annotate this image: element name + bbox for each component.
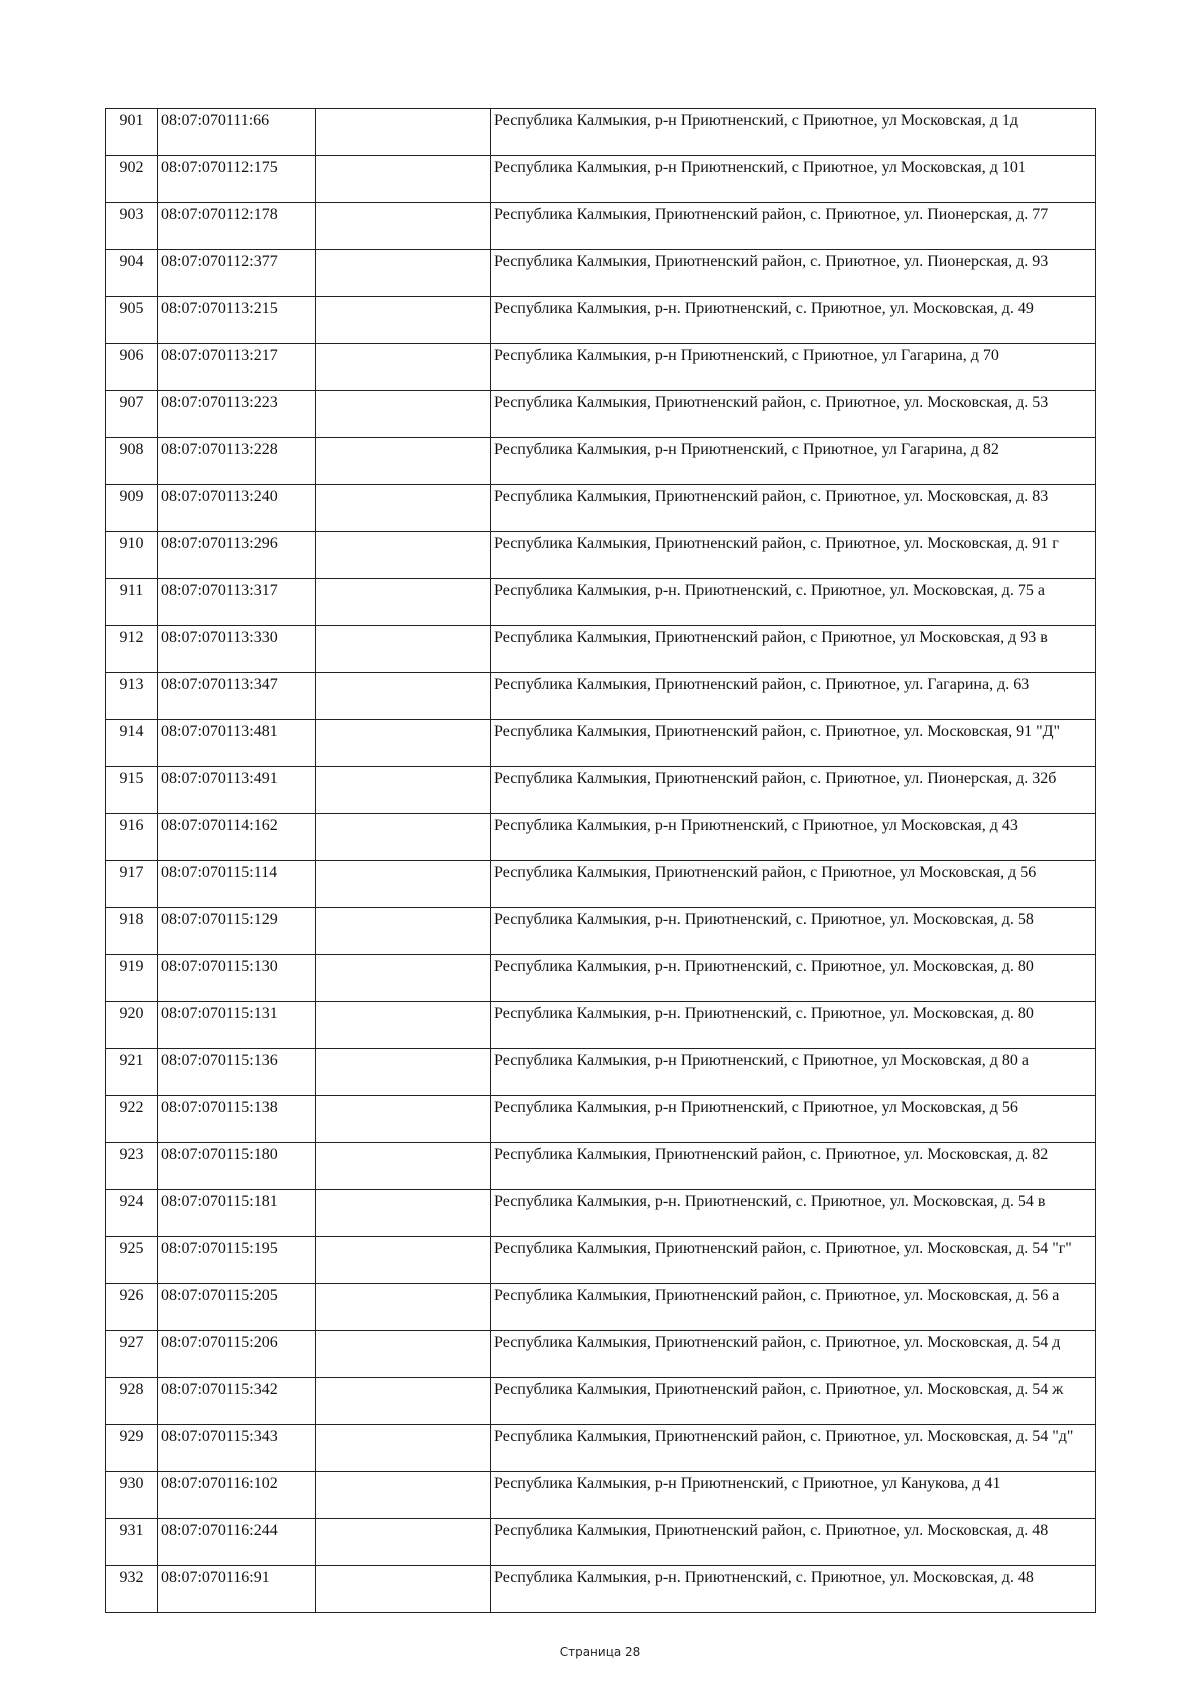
row-number-cell: 928 xyxy=(106,1378,158,1425)
empty-cell xyxy=(316,1002,491,1049)
row-number-cell: 918 xyxy=(106,908,158,955)
table-row xyxy=(106,203,1096,250)
row-number-cell: 907 xyxy=(106,391,158,438)
empty-cell xyxy=(316,297,491,344)
empty-cell xyxy=(316,1284,491,1331)
cadastral-number-cell: 08:07:070116:91 xyxy=(158,1566,316,1613)
row-number-cell: 902 xyxy=(106,156,158,203)
empty-cell xyxy=(316,1096,491,1143)
empty-cell xyxy=(316,1143,491,1190)
row-number-cell: 912 xyxy=(106,626,158,673)
address-cell: Республика Калмыкия, Приютненский район, с. Приютное, ул. Московская, д. 48 xyxy=(491,1519,1096,1566)
address-cell: Республика Калмыкия, Приютненский район, с. Приютное, ул. Пионерская, д. 32б xyxy=(491,767,1096,814)
row-number-cell: 926 xyxy=(106,1284,158,1331)
table-row xyxy=(106,720,1096,767)
address-cell: Республика Калмыкия, р-н Приютненский, с Приютное, ул Московская, д 43 xyxy=(491,814,1096,861)
empty-cell xyxy=(316,1566,491,1613)
cadastral-number-cell: 08:07:070115:195 xyxy=(158,1237,316,1284)
row-number-cell: 915 xyxy=(106,767,158,814)
empty-cell xyxy=(316,673,491,720)
table-row xyxy=(106,1378,1096,1425)
empty-cell xyxy=(316,1190,491,1237)
address-cell: Республика Калмыкия, р-н. Приютненский, с. Приютное, ул. Московская, д. 58 xyxy=(491,908,1096,955)
cadastral-number-cell: 08:07:070115:131 xyxy=(158,1002,316,1049)
row-number-cell: 923 xyxy=(106,1143,158,1190)
empty-cell xyxy=(316,720,491,767)
cadastral-number-cell: 08:07:070115:181 xyxy=(158,1190,316,1237)
row-number-cell: 903 xyxy=(106,203,158,250)
row-number-cell: 901 xyxy=(106,109,158,156)
row-number-cell: 930 xyxy=(106,1472,158,1519)
address-cell: Республика Калмыкия, Приютненский район, с. Приютное, ул. Московская, д. 54 ж xyxy=(491,1378,1096,1425)
table-row xyxy=(106,579,1096,626)
table-row xyxy=(106,1190,1096,1237)
address-cell: Республика Калмыкия, р-н. Приютненский, с. Приютное, ул. Московская, д. 80 xyxy=(491,1002,1096,1049)
row-number-cell: 931 xyxy=(106,1519,158,1566)
table-row xyxy=(106,344,1096,391)
table-row xyxy=(106,955,1096,1002)
address-cell: Республика Калмыкия, р-н Приютненский, с Приютное, ул Канукова, д 41 xyxy=(491,1472,1096,1519)
table-row xyxy=(106,438,1096,485)
address-cell: Республика Калмыкия, Приютненский район, с. Приютное, ул. Московская, д. 54 д xyxy=(491,1331,1096,1378)
table-row xyxy=(106,1331,1096,1378)
row-number-cell: 917 xyxy=(106,861,158,908)
empty-cell xyxy=(316,1519,491,1566)
row-number-cell: 929 xyxy=(106,1425,158,1472)
address-cell: Республика Калмыкия, р-н Приютненский, с Приютное, ул Московская, д 1д xyxy=(491,109,1096,156)
address-cell: Республика Калмыкия, р-н Приютненский, с Приютное, ул Московская, д 56 xyxy=(491,1096,1096,1143)
address-cell: Республика Калмыкия, р-н Приютненский, с Приютное, ул Гагарина, д 82 xyxy=(491,438,1096,485)
cadastral-number-cell: 08:07:070112:377 xyxy=(158,250,316,297)
cadastral-number-cell: 08:07:070115:342 xyxy=(158,1378,316,1425)
address-cell: Республика Калмыкия, р-н. Приютненский, с. Приютное, ул. Московская, д. 49 xyxy=(491,297,1096,344)
row-number-cell: 909 xyxy=(106,485,158,532)
empty-cell xyxy=(316,1237,491,1284)
address-cell: Республика Калмыкия, Приютненский район, с. Приютное, ул. Гагарина, д. 63 xyxy=(491,673,1096,720)
empty-cell xyxy=(316,203,491,250)
empty-cell xyxy=(316,250,491,297)
row-number-cell: 904 xyxy=(106,250,158,297)
registry-table-body xyxy=(106,109,1096,1613)
table-row xyxy=(106,1049,1096,1096)
row-number-cell: 911 xyxy=(106,579,158,626)
empty-cell xyxy=(316,485,491,532)
row-number-cell: 922 xyxy=(106,1096,158,1143)
table-row xyxy=(106,391,1096,438)
empty-cell xyxy=(316,344,491,391)
cadastral-number-cell: 08:07:070115:180 xyxy=(158,1143,316,1190)
cadastral-number-cell: 08:07:070113:240 xyxy=(158,485,316,532)
table-row xyxy=(106,673,1096,720)
cadastral-number-cell: 08:07:070115:129 xyxy=(158,908,316,955)
table-row xyxy=(106,1472,1096,1519)
empty-cell xyxy=(316,1049,491,1096)
table-row xyxy=(106,1284,1096,1331)
cadastral-number-cell: 08:07:070115:136 xyxy=(158,1049,316,1096)
address-cell: Республика Калмыкия, Приютненский район, с. Приютное, ул. Московская, д. 54 "д" xyxy=(491,1425,1096,1472)
registry-table xyxy=(105,108,1096,1613)
address-cell: Республика Калмыкия, р-н Приютненский, с Приютное, ул Гагарина, д 70 xyxy=(491,344,1096,391)
cadastral-number-cell: 08:07:070113:330 xyxy=(158,626,316,673)
table-row xyxy=(106,297,1096,344)
empty-cell xyxy=(316,156,491,203)
address-cell: Республика Калмыкия, Приютненский район, с Приютное, ул Московская, д 93 в xyxy=(491,626,1096,673)
address-cell: Республика Калмыкия, р-н Приютненский, с Приютное, ул Московская, д 101 xyxy=(491,156,1096,203)
empty-cell xyxy=(316,908,491,955)
table-row xyxy=(106,156,1096,203)
cadastral-number-cell: 08:07:070111:66 xyxy=(158,109,316,156)
address-cell: Республика Калмыкия, Приютненский район, с. Приютное, ул. Московская, д. 83 xyxy=(491,485,1096,532)
cadastral-number-cell: 08:07:070116:244 xyxy=(158,1519,316,1566)
row-number-cell: 913 xyxy=(106,673,158,720)
address-cell: Республика Калмыкия, Приютненский район, с. Приютное, ул. Московская, д. 56 а xyxy=(491,1284,1096,1331)
table-row xyxy=(106,250,1096,297)
row-number-cell: 924 xyxy=(106,1190,158,1237)
address-cell: Республика Калмыкия, Приютненский район, с Приютное, ул Московская, д 56 xyxy=(491,861,1096,908)
table-row xyxy=(106,908,1096,955)
cadastral-number-cell: 08:07:070112:175 xyxy=(158,156,316,203)
address-cell: Республика Калмыкия, р-н. Приютненский, с. Приютное, ул. Московская, д. 80 xyxy=(491,955,1096,1002)
empty-cell xyxy=(316,861,491,908)
table-row xyxy=(106,1237,1096,1284)
cadastral-number-cell: 08:07:070115:206 xyxy=(158,1331,316,1378)
address-cell: Республика Калмыкия, Приютненский район, с. Приютное, ул. Московская, д. 54 "г" xyxy=(491,1237,1096,1284)
table-row xyxy=(106,626,1096,673)
cadastral-number-cell: 08:07:070115:343 xyxy=(158,1425,316,1472)
cadastral-number-cell: 08:07:070116:102 xyxy=(158,1472,316,1519)
row-number-cell: 908 xyxy=(106,438,158,485)
address-cell: Республика Калмыкия, р-н. Приютненский, с. Приютное, ул. Московская, д. 75 а xyxy=(491,579,1096,626)
table-row xyxy=(106,861,1096,908)
table-row xyxy=(106,767,1096,814)
cadastral-number-cell: 08:07:070113:296 xyxy=(158,532,316,579)
table-row xyxy=(106,109,1096,156)
empty-cell xyxy=(316,626,491,673)
address-cell: Республика Калмыкия, р-н. Приютненский, с. Приютное, ул. Московская, д. 54 в xyxy=(491,1190,1096,1237)
row-number-cell: 905 xyxy=(106,297,158,344)
address-cell: Республика Калмыкия, Приютненский район, с. Приютное, ул. Пионерская, д. 77 xyxy=(491,203,1096,250)
table-row xyxy=(106,1143,1096,1190)
empty-cell xyxy=(316,391,491,438)
cadastral-number-cell: 08:07:070115:205 xyxy=(158,1284,316,1331)
address-cell: Республика Калмыкия, Приютненский район, с. Приютное, ул. Московская, д. 91 г xyxy=(491,532,1096,579)
address-cell: Республика Калмыкия, р-н. Приютненский, с. Приютное, ул. Московская, д. 48 xyxy=(491,1566,1096,1613)
row-number-cell: 921 xyxy=(106,1049,158,1096)
row-number-cell: 910 xyxy=(106,532,158,579)
address-cell: Республика Калмыкия, Приютненский район, с. Приютное, ул. Московская, 91 "Д" xyxy=(491,720,1096,767)
address-cell: Республика Калмыкия, р-н Приютненский, с Приютное, ул Московская, д 80 а xyxy=(491,1049,1096,1096)
row-number-cell: 906 xyxy=(106,344,158,391)
cadastral-number-cell: 08:07:070113:491 xyxy=(158,767,316,814)
cadastral-number-cell: 08:07:070113:347 xyxy=(158,673,316,720)
empty-cell xyxy=(316,1425,491,1472)
cadastral-number-cell: 08:07:070113:228 xyxy=(158,438,316,485)
empty-cell xyxy=(316,1472,491,1519)
table-row xyxy=(106,814,1096,861)
page-footer: Страница 28 xyxy=(559,1645,641,1659)
cadastral-number-cell: 08:07:070113:217 xyxy=(158,344,316,391)
table-row xyxy=(106,1566,1096,1613)
table-row xyxy=(106,1002,1096,1049)
row-number-cell: 925 xyxy=(106,1237,158,1284)
empty-cell xyxy=(316,1331,491,1378)
address-cell: Республика Калмыкия, Приютненский район, с. Приютное, ул. Московская, д. 82 xyxy=(491,1143,1096,1190)
empty-cell xyxy=(316,955,491,1002)
row-number-cell: 916 xyxy=(106,814,158,861)
table-row xyxy=(106,1096,1096,1143)
cadastral-number-cell: 08:07:070115:114 xyxy=(158,861,316,908)
empty-cell xyxy=(316,109,491,156)
cadastral-number-cell: 08:07:070115:130 xyxy=(158,955,316,1002)
address-cell: Республика Калмыкия, Приютненский район, с. Приютное, ул. Пионерская, д. 93 xyxy=(491,250,1096,297)
cadastral-number-cell: 08:07:070114:162 xyxy=(158,814,316,861)
table-row xyxy=(106,1519,1096,1566)
cadastral-number-cell: 08:07:070112:178 xyxy=(158,203,316,250)
empty-cell xyxy=(316,814,491,861)
row-number-cell: 914 xyxy=(106,720,158,767)
cadastral-number-cell: 08:07:070113:215 xyxy=(158,297,316,344)
table-row xyxy=(106,485,1096,532)
empty-cell xyxy=(316,1378,491,1425)
empty-cell xyxy=(316,767,491,814)
empty-cell xyxy=(316,579,491,626)
cadastral-number-cell: 08:07:070113:481 xyxy=(158,720,316,767)
table-row xyxy=(106,1425,1096,1472)
empty-cell xyxy=(316,438,491,485)
empty-cell xyxy=(316,532,491,579)
row-number-cell: 920 xyxy=(106,1002,158,1049)
row-number-cell: 932 xyxy=(106,1566,158,1613)
cadastral-number-cell: 08:07:070113:317 xyxy=(158,579,316,626)
cadastral-number-cell: 08:07:070113:223 xyxy=(158,391,316,438)
table-row xyxy=(106,532,1096,579)
cadastral-number-cell: 08:07:070115:138 xyxy=(158,1096,316,1143)
address-cell: Республика Калмыкия, Приютненский район, с. Приютное, ул. Московская, д. 53 xyxy=(491,391,1096,438)
row-number-cell: 919 xyxy=(106,955,158,1002)
row-number-cell: 927 xyxy=(106,1331,158,1378)
